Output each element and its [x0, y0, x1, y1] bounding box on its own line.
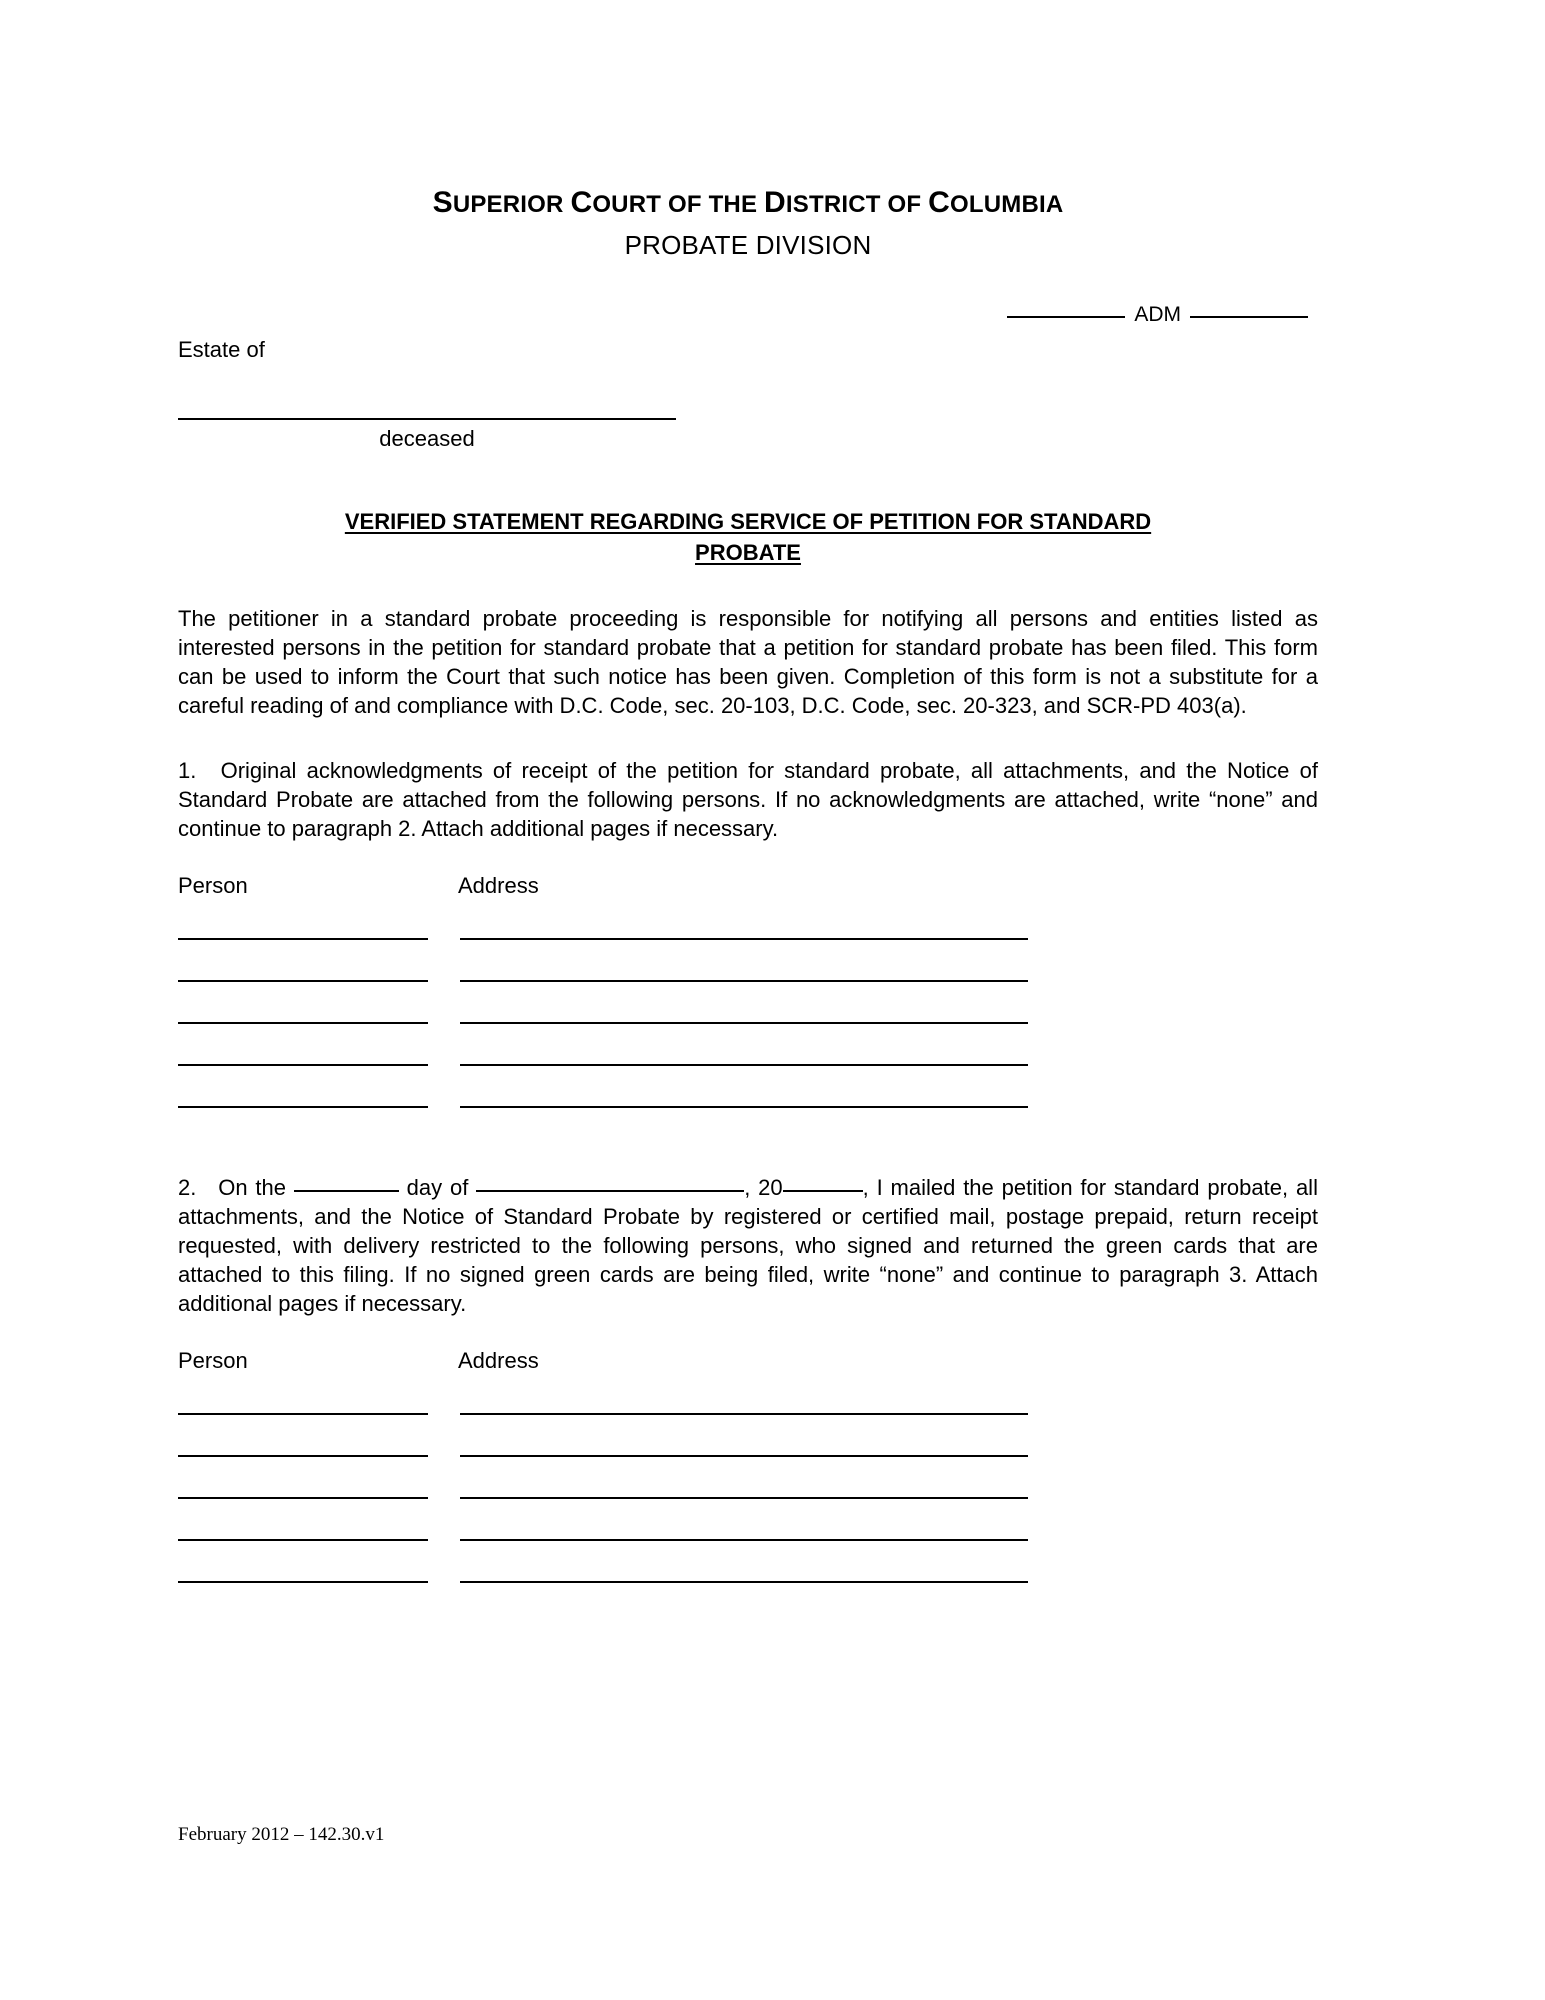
address-field[interactable]	[460, 1581, 1028, 1583]
paragraph-2	[178, 1173, 1318, 1318]
paragraph-2-text-after-day: day of	[406, 1175, 469, 1201]
page-title-line1: VERIFIED STATEMENT REGARDING SERVICE OF PETITION FOR STANDARD	[344, 508, 1152, 534]
paragraph-2-text-after-month: , 20	[744, 1175, 783, 1201]
column-header-address-1: Address	[458, 873, 539, 899]
court-title: SUPERIOR COURT OF THE DISTRICT OF COLUMBIA	[432, 186, 1064, 219]
table-row	[178, 1047, 1318, 1089]
column-headers-1	[178, 873, 1318, 901]
paragraph-2-text-before-day: On the	[218, 1175, 286, 1201]
entry-rows-1	[178, 921, 1318, 1131]
person-field[interactable]	[178, 1064, 428, 1066]
case-number-blank-right[interactable]	[1190, 316, 1308, 318]
case-number-line	[178, 303, 1318, 327]
address-field[interactable]	[460, 1413, 1028, 1415]
table-row	[178, 1438, 1318, 1480]
address-field[interactable]	[460, 980, 1028, 982]
person-field[interactable]	[178, 938, 428, 940]
page-title	[178, 506, 1318, 568]
paragraph-1-text: Original acknowledgments of receipt of the petition for standard probate, all attachments, and the Notice of Standard Probate are attached from the following persons. If no acknowledgments are attached, write “none” and continue to paragraph 2. Attach additional pages if necessary.	[178, 758, 1318, 842]
person-field[interactable]	[178, 980, 428, 982]
deceased-caption: deceased	[379, 425, 475, 451]
paragraph-1	[178, 756, 1318, 843]
column-header-person-1: Person	[178, 873, 248, 899]
day-field[interactable]	[294, 1173, 399, 1192]
estate-name-field[interactable]	[178, 418, 676, 420]
column-header-address-2: Address	[458, 1348, 539, 1374]
person-field[interactable]	[178, 1455, 428, 1457]
address-field[interactable]	[460, 1455, 1028, 1457]
page-title-line2: PROBATE	[695, 539, 801, 565]
table-row	[178, 921, 1318, 963]
document-content	[178, 0, 1318, 1606]
intro-paragraph: The petitioner in a standard probate proceeding is responsible for notifying all persons and entities listed as interested persons in the petition for standard probate that a petition for standard probate has been filed. This form can be used to inform the Court that such notice has been given. Completion of this form is not a substitute for a careful reading of and compliance with D.C. Code, sec. 20-103, D.C. Code, sec. 20-323, and SCR-PD 403(a).	[178, 605, 1318, 719]
adm-label: ADM	[1134, 302, 1181, 326]
entry-rows-2	[178, 1396, 1318, 1606]
column-headers-2	[178, 1348, 1318, 1376]
table-row	[178, 1564, 1318, 1606]
table-row	[178, 1005, 1318, 1047]
paragraph-2-text-after-year: , I mailed the petition for standard probate, all attachments, and the Notice of Standard Probate by registered or certified mail, postage prepaid, return receipt requested, with delivery restricted to the following persons, who signed and returned the green cards that are attached to this filing. If no signed green cards are being filed, write “none” and continue to paragraph 3. Attach additional pages if necessary.	[178, 1175, 1318, 1317]
person-field[interactable]	[178, 1106, 428, 1108]
table-row	[178, 1396, 1318, 1438]
address-field[interactable]	[460, 1539, 1028, 1541]
division-subtitle: PROBATE DIVISION	[624, 229, 872, 260]
year-field[interactable]	[783, 1173, 863, 1192]
paragraph-1-number: 1.	[178, 758, 197, 784]
month-field[interactable]	[476, 1173, 744, 1192]
address-field[interactable]	[460, 1022, 1028, 1024]
column-header-person-2: Person	[178, 1348, 248, 1374]
person-field[interactable]	[178, 1022, 428, 1024]
address-field[interactable]	[460, 938, 1028, 940]
table-row	[178, 1480, 1318, 1522]
address-field[interactable]	[460, 1064, 1028, 1066]
person-field[interactable]	[178, 1581, 428, 1583]
table-row	[178, 1522, 1318, 1564]
address-field[interactable]	[460, 1497, 1028, 1499]
table-row	[178, 1089, 1318, 1131]
person-field[interactable]	[178, 1539, 428, 1541]
address-field[interactable]	[460, 1106, 1028, 1108]
person-field[interactable]	[178, 1497, 428, 1499]
estate-of-label: Estate of	[178, 336, 265, 362]
person-field[interactable]	[178, 1413, 428, 1415]
paragraph-2-number: 2.	[178, 1175, 197, 1201]
case-number-blank-left[interactable]	[1007, 316, 1125, 318]
table-row	[178, 963, 1318, 1005]
form-footer: February 2012 – 142.30.v1	[178, 1824, 385, 1845]
